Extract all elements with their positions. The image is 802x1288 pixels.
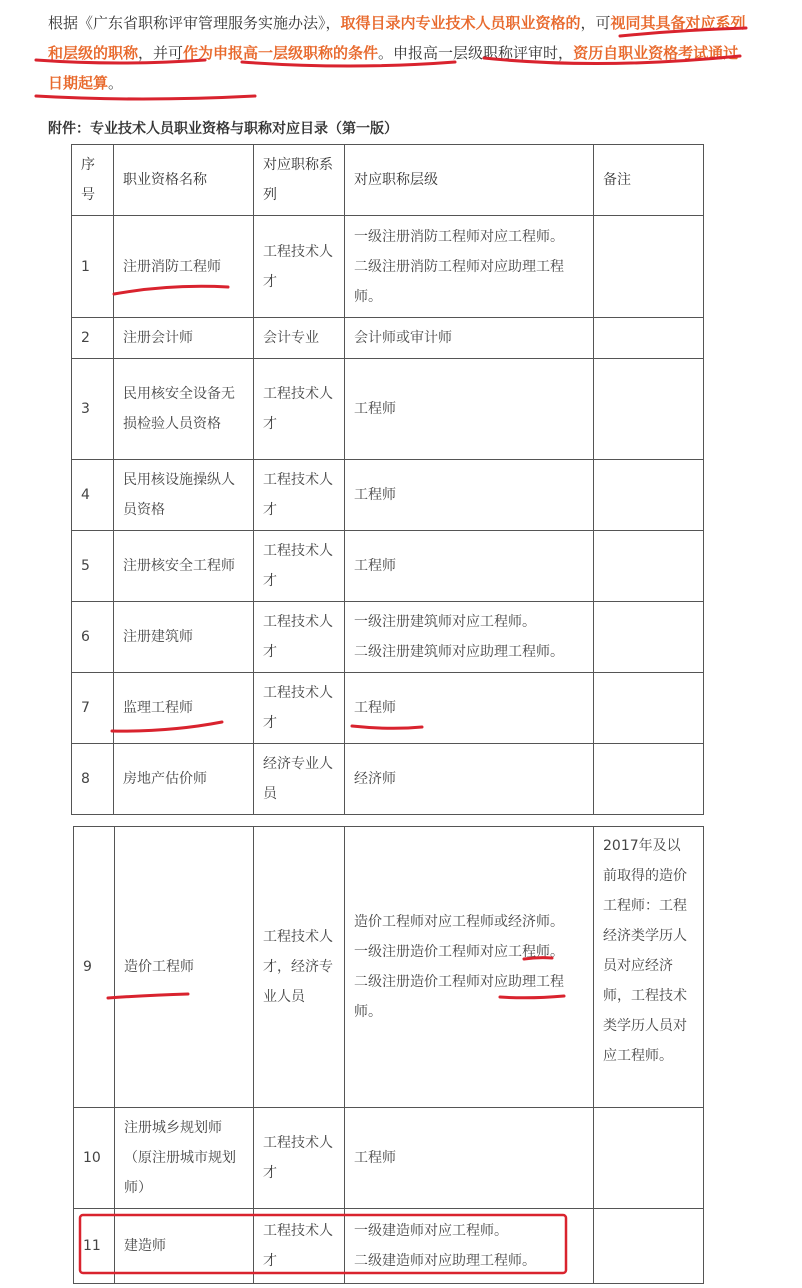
row-series: 工程技术人才	[254, 216, 345, 318]
row-series: 工程技术人才	[254, 1108, 345, 1209]
row-series: 工程技术人才	[254, 531, 345, 602]
level-line: 二级注册消防工程师对应助理工程师。	[354, 258, 564, 305]
row-level: 工程师	[345, 359, 594, 460]
row-series: 工程技术人才	[254, 460, 345, 531]
row-level: 会计师或审计师	[345, 318, 594, 359]
row-no: 8	[72, 744, 114, 815]
level-line: 二级注册建筑师对应助理工程师。	[354, 644, 564, 660]
row-no: 3	[72, 359, 114, 460]
row-name: 注册建筑师	[114, 602, 254, 673]
intro-text-5: 。	[108, 74, 124, 92]
level-line: 一级注册建筑师对应工程师。	[354, 614, 536, 630]
intro-highlight-2: 视同其具备对应系列和层级的职称	[48, 14, 746, 62]
row-name: 造价工程师	[115, 827, 254, 1108]
row-no: 11	[74, 1209, 115, 1284]
row-level: 工程师	[345, 673, 594, 744]
row-no: 7	[72, 673, 114, 744]
row-level	[345, 1209, 594, 1284]
row-series: 经济专业人员	[254, 744, 345, 815]
level-line: 造价工程师对应工程师或经济师。	[354, 914, 564, 930]
row-note	[594, 1108, 704, 1209]
row-name: 建造师	[115, 1209, 254, 1284]
attachment-title: 附件：专业技术人员职业资格与职称对应目录（第一版）	[48, 121, 398, 137]
table-row	[72, 673, 704, 744]
row-name: 民用核设施操纵人员资格	[114, 460, 254, 531]
row-no: 9	[74, 827, 115, 1108]
header-name: 职业资格名称	[114, 145, 254, 216]
header-no: 序号	[72, 145, 114, 216]
row-level: 工程师	[345, 460, 594, 531]
table-row	[72, 531, 704, 602]
row-note	[594, 602, 704, 673]
row-level: 经济师	[345, 744, 594, 815]
level-line: 二级建造师对应助理工程师。	[354, 1253, 536, 1269]
row-note	[594, 359, 704, 460]
level-line: 一级建造师对应工程师。	[354, 1223, 508, 1239]
intro-text-3: ，并可	[138, 44, 184, 62]
table-row	[74, 1209, 704, 1284]
row-name: 注册会计师	[114, 318, 254, 359]
level-line: 一级注册消防工程师对应工程师。	[354, 228, 564, 245]
level-line: 二级注册造价工程师对应助理工程师。	[354, 974, 564, 1020]
table-row	[72, 602, 704, 673]
header-level: 对应职称层级	[345, 145, 594, 216]
table-row	[74, 827, 704, 1108]
row-name: 注册城乡规划师（原注册城市规划师）	[115, 1108, 254, 1209]
row-series: 工程技术人才	[254, 1209, 345, 1284]
intro-text-4: 。申报高一层级职称评审时，	[378, 44, 574, 62]
row-name: 注册消防工程师	[114, 216, 254, 318]
header-series: 对应职称系列	[254, 145, 345, 216]
row-series: 工程技术人才，经济专业人员	[254, 827, 345, 1108]
row-name: 注册核安全工程师	[114, 531, 254, 602]
row-note	[594, 216, 704, 318]
intro-text-2: ，可	[580, 14, 611, 32]
intro-text-1: 根据《广东省职称评审管理服务实施办法》，	[48, 14, 341, 32]
row-no: 2	[72, 318, 114, 359]
table-row	[72, 744, 704, 815]
table-header-row	[72, 145, 704, 216]
row-name: 民用核安全设备无损检验人员资格	[114, 359, 254, 460]
row-no: 4	[72, 460, 114, 531]
qualification-table-part-2	[73, 826, 704, 1284]
table-row	[74, 1108, 704, 1209]
row-name: 房地产估价师	[114, 744, 254, 815]
row-level: 工程师	[345, 531, 594, 602]
row-series: 工程技术人才	[254, 673, 345, 744]
intro-highlight-4: 资历自职业资格考试通过日期起算	[48, 44, 739, 92]
row-name: 监理工程师	[114, 673, 254, 744]
row-no: 10	[74, 1108, 115, 1209]
level-line: 一级注册造价工程师对应工程师。	[354, 944, 564, 960]
table-row	[72, 460, 704, 531]
row-series: 工程技术人才	[254, 359, 345, 460]
table-row	[72, 216, 704, 318]
row-note	[594, 460, 704, 531]
intro-paragraph	[48, 8, 748, 98]
row-note	[594, 744, 704, 815]
row-no: 1	[72, 216, 114, 318]
table-row	[72, 359, 704, 460]
row-level	[345, 827, 594, 1108]
row-level: 工程师	[345, 1108, 594, 1209]
row-series: 工程技术人才	[254, 602, 345, 673]
row-level	[345, 216, 594, 318]
row-note	[594, 673, 704, 744]
intro-highlight-3: 作为申报高一层级职称的条件	[183, 44, 379, 62]
row-no: 5	[72, 531, 114, 602]
header-note: 备注	[594, 145, 704, 216]
qualification-table-part-1	[71, 144, 704, 815]
row-note	[594, 1209, 704, 1284]
row-note: 2017年及以前取得的造价工程师：工程经济类学历人员对应经济师，工程技术类学历人员对应工程师。	[594, 827, 704, 1108]
intro-highlight-1: 取得目录内专业技术人员职业资格的	[340, 14, 581, 32]
row-no: 6	[72, 602, 114, 673]
row-note	[594, 318, 704, 359]
row-level	[345, 602, 594, 673]
row-series: 会计专业	[254, 318, 345, 359]
table-row	[72, 318, 704, 359]
row-note	[594, 531, 704, 602]
